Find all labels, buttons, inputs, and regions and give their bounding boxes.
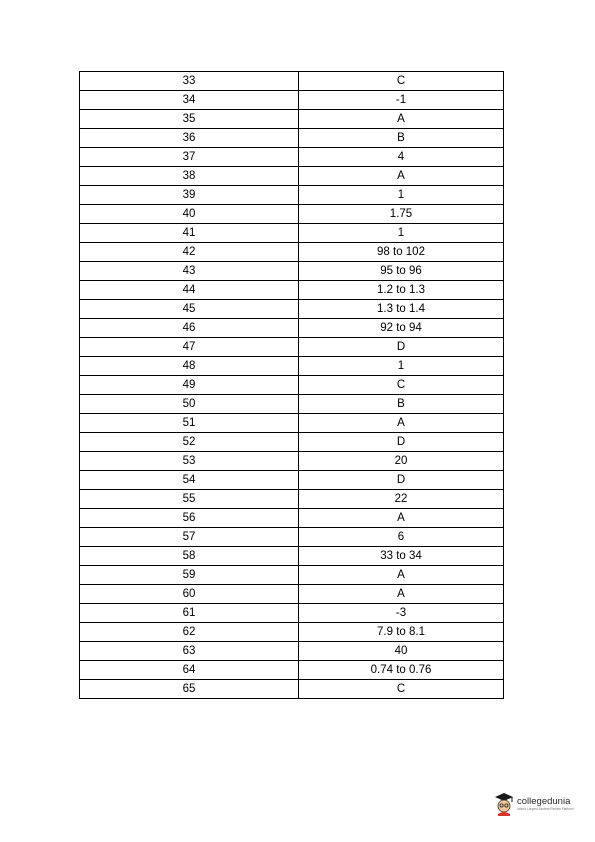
answer-cell: D (299, 471, 504, 490)
answer-row (80, 376, 504, 395)
answer-row (80, 338, 504, 357)
answer-cell: 1.2 to 1.3 (299, 281, 504, 300)
answer-row (80, 262, 504, 281)
answer-cell: A (299, 167, 504, 186)
answer-cell: C (299, 376, 504, 395)
answer-row (80, 167, 504, 186)
answer-cell: C (299, 680, 504, 699)
question-number-cell: 43 (80, 262, 299, 281)
question-number-cell: 62 (80, 623, 299, 642)
graduate-mascot-icon (494, 792, 514, 816)
answer-cell: B (299, 395, 504, 414)
answer-row (80, 224, 504, 243)
answer-cell: 95 to 96 (299, 262, 504, 281)
question-number-cell: 49 (80, 376, 299, 395)
answer-cell: D (299, 338, 504, 357)
answer-row (80, 566, 504, 585)
question-number-cell: 42 (80, 243, 299, 262)
answer-row (80, 186, 504, 205)
question-number-cell: 39 (80, 186, 299, 205)
question-number-cell: 44 (80, 281, 299, 300)
answer-row (80, 110, 504, 129)
answer-cell: A (299, 414, 504, 433)
answer-row (80, 490, 504, 509)
answer-cell: 4 (299, 148, 504, 167)
answer-cell: 22 (299, 490, 504, 509)
question-number-cell: 48 (80, 357, 299, 376)
question-number-cell: 52 (80, 433, 299, 452)
question-number-cell: 55 (80, 490, 299, 509)
answer-row (80, 680, 504, 699)
answer-row (80, 623, 504, 642)
question-number-cell: 57 (80, 528, 299, 547)
logo-tagline: India's Largest Student Review Platform (517, 807, 574, 811)
collegedunia-logo (494, 790, 578, 818)
answer-cell: 98 to 102 (299, 243, 504, 262)
question-number-cell: 50 (80, 395, 299, 414)
question-number-cell: 38 (80, 167, 299, 186)
answer-row (80, 91, 504, 110)
answer-row (80, 148, 504, 167)
answer-cell: 1.3 to 1.4 (299, 300, 504, 319)
answer-cell: D (299, 433, 504, 452)
answer-row (80, 585, 504, 604)
answer-cell: A (299, 110, 504, 129)
question-number-cell: 58 (80, 547, 299, 566)
answer-cell: B (299, 129, 504, 148)
question-number-cell: 36 (80, 129, 299, 148)
answer-row (80, 205, 504, 224)
answer-cell: 6 (299, 528, 504, 547)
answer-row (80, 319, 504, 338)
question-number-cell: 63 (80, 642, 299, 661)
question-number-cell: 54 (80, 471, 299, 490)
answer-row (80, 661, 504, 680)
answer-cell: 1.75 (299, 205, 504, 224)
question-number-cell: 41 (80, 224, 299, 243)
question-number-cell: 35 (80, 110, 299, 129)
question-number-cell: 64 (80, 661, 299, 680)
answer-row (80, 642, 504, 661)
answer-row (80, 452, 504, 471)
answer-cell: 1 (299, 186, 504, 205)
question-number-cell: 65 (80, 680, 299, 699)
answer-row (80, 281, 504, 300)
question-number-cell: 46 (80, 319, 299, 338)
answer-row (80, 72, 504, 91)
answer-row (80, 547, 504, 566)
question-number-cell: 56 (80, 509, 299, 528)
answer-cell: 1 (299, 224, 504, 243)
answer-row (80, 357, 504, 376)
question-number-cell: 34 (80, 91, 299, 110)
answer-cell: A (299, 566, 504, 585)
question-number-cell: 53 (80, 452, 299, 471)
answer-row (80, 129, 504, 148)
answer-row (80, 395, 504, 414)
question-number-cell: 37 (80, 148, 299, 167)
question-number-cell: 33 (80, 72, 299, 91)
answer-cell: -3 (299, 604, 504, 623)
answer-row (80, 604, 504, 623)
answer-cell: 0.74 to 0.76 (299, 661, 504, 680)
answer-cell: C (299, 72, 504, 91)
question-number-cell: 59 (80, 566, 299, 585)
answer-cell: A (299, 585, 504, 604)
answer-row (80, 243, 504, 262)
question-number-cell: 40 (80, 205, 299, 224)
answer-cell: 33 to 34 (299, 547, 504, 566)
answer-cell: 92 to 94 (299, 319, 504, 338)
answer-row (80, 509, 504, 528)
answer-row (80, 471, 504, 490)
answer-cell: A (299, 509, 504, 528)
answer-cell: 7.9 to 8.1 (299, 623, 504, 642)
question-number-cell: 47 (80, 338, 299, 357)
answer-cell: 20 (299, 452, 504, 471)
answer-cell: 1 (299, 357, 504, 376)
answer-key-table (79, 71, 504, 699)
answer-cell: -1 (299, 91, 504, 110)
question-number-cell: 45 (80, 300, 299, 319)
answer-row (80, 433, 504, 452)
answer-row (80, 528, 504, 547)
question-number-cell: 60 (80, 585, 299, 604)
answer-row (80, 300, 504, 319)
answer-row (80, 414, 504, 433)
answer-key-body (80, 72, 504, 699)
question-number-cell: 51 (80, 414, 299, 433)
question-number-cell: 61 (80, 604, 299, 623)
answer-cell: 40 (299, 642, 504, 661)
logo-wordmark: collegedunia (517, 796, 571, 807)
